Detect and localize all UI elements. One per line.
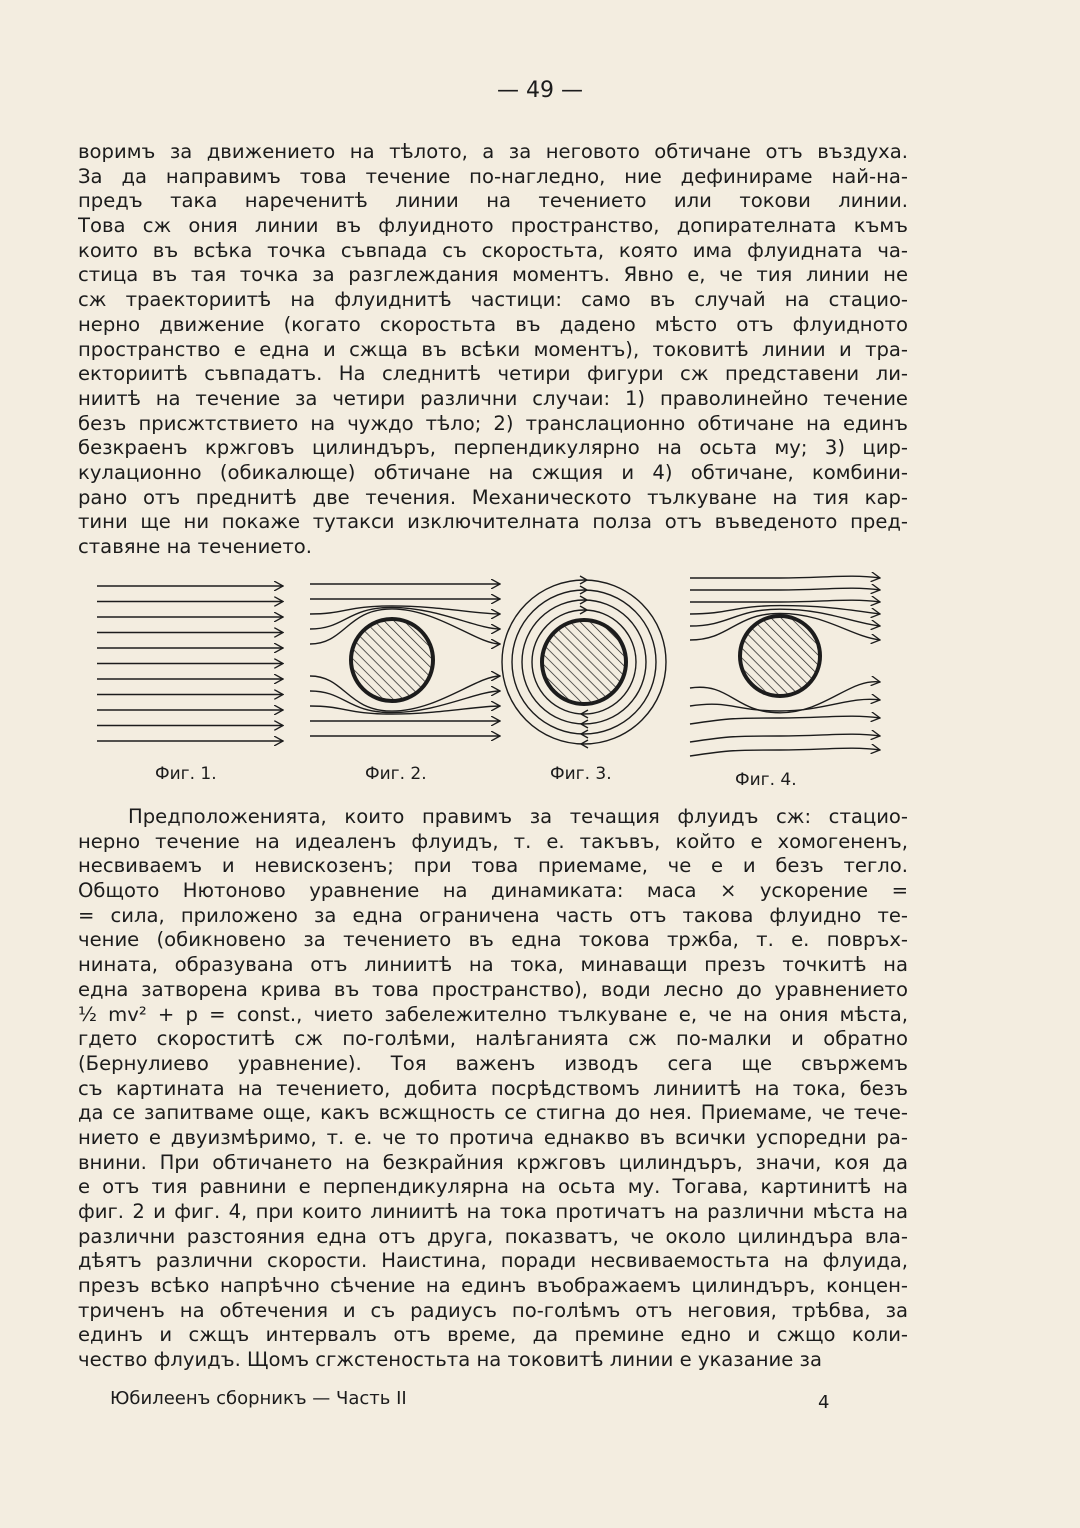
- streamline: [690, 748, 880, 756]
- text-line: които въ всѣка точка съвпада съ скоростьта, която има флуидната ча-: [78, 238, 908, 262]
- text-line: фиг. 2 и фиг. 4, при които линиитѣ на тока протичатъ на различни мѣста на: [78, 1200, 908, 1223]
- text-line: Общото Нютоново уравнение на динамиката: маса × ускорение =: [78, 879, 908, 903]
- text-line: триченъ на обтечения и съ радиусъ по-голѣмъ отъ неговия, трѣбва, за: [78, 1298, 908, 1322]
- text-line: = сила, приложено за една ограничена часть отъ такова флуидно те-: [78, 903, 908, 927]
- figure-4-diagram: [685, 572, 885, 762]
- text-line: (Бернулиево уравнение). Тоя важенъ изводъ сега ще свържемъ: [78, 1051, 908, 1075]
- text-line: безъ присжтствието на чуждо тѣло; 2) транслационно обтичане на единъ: [78, 411, 908, 435]
- text-line: една затворена крива въ това пространство), води лесно до уравнението: [78, 977, 908, 1001]
- figure-1-diagram: [95, 572, 290, 752]
- figure-1-caption: Фиг. 1.: [155, 764, 217, 784]
- footer-title: Юбилеенъ сборникъ — Часть II: [110, 1388, 407, 1409]
- streamline: [690, 699, 880, 711]
- text-line: безкраенъ кржговъ цилиндъръ, перпендикулярно на осьта му; 3) цир-: [78, 436, 908, 460]
- text-line: Това сж ония линии въ флуидното пространство, допирателната къмъ: [78, 214, 908, 238]
- text-line: пространство е една и сжща въ всѣки моментъ), токовитѣ линии и тра-: [78, 337, 908, 361]
- text-line: предъ така нареченитѣ линии на течението или токови линии.: [78, 189, 908, 213]
- figures-row: [90, 572, 890, 802]
- text-line: ниитѣ на течение за четири различни случаи: 1) праволинейно течение: [78, 386, 908, 410]
- text-line: е отъ тия равнини е перпендикулярна на осьта му. Тогава, картинитѣ на: [78, 1175, 908, 1199]
- text-line: тини ще ни покаже тутакси изключителната полза отъ въведеното пред-: [78, 510, 908, 534]
- cylinder-4: [740, 616, 820, 696]
- text-line: гдето скороститѣ сж по-голѣми, налѣганията сж по-малки и обратно: [78, 1027, 908, 1051]
- text-line: екториитѣ съвпадатъ. На следнитѣ четири фигури сж представени ли-: [78, 362, 908, 386]
- text-line: кулационно (обикалюще) обтичане на сжщия и 4) обтичане, комбини-: [78, 460, 908, 484]
- text-line: сж траекториитѣ на флуиднитѣ частици: само въ случай на стацио-: [78, 288, 908, 312]
- figure-4-caption: Фиг. 4.: [735, 770, 797, 790]
- text-line: нината, образувана отъ линиитѣ на тока, минаващи презъ точкитѣ на: [78, 953, 908, 977]
- text-line: съ картината на течението, добита посрѣдствомъ линиитѣ на тока, безъ: [78, 1076, 908, 1100]
- footer-signature: 4: [818, 1392, 830, 1413]
- text-line: нерно движение (когато скоростьта въ дадено мѣсто отъ флуидното: [78, 312, 908, 336]
- text-line: различни разстояния една отъ друга, показватъ, че около цилиндъра вла-: [78, 1224, 908, 1248]
- text-line: нерно течение на идеаленъ флуидъ, т. е. такъвъ, който е хомогененъ,: [78, 829, 908, 853]
- text-line: чение (обикновено за течението въ една токова тржба, т. е. повръх-: [78, 928, 908, 952]
- text-line: стица въ тая точка за разглеждания моментъ. Явно е, че тия линии не: [78, 263, 908, 287]
- figure-2-diagram: [305, 572, 505, 752]
- streamline: [690, 734, 880, 742]
- text-line: Предположенията, които правимъ за течащия флуидъ сж: стацио-: [128, 805, 908, 828]
- page-number: — 49 —: [497, 78, 583, 103]
- streamline: [690, 716, 880, 724]
- streamline: [690, 576, 880, 578]
- streamline: [690, 588, 880, 590]
- text-line: презъ всѣко напрѣчно сѣчение на единъ въображаемъ цилиндъръ, концен-: [78, 1274, 908, 1298]
- figure-3-caption: Фиг. 3.: [550, 764, 612, 784]
- streamline: [690, 600, 880, 602]
- text-line: чество флуидъ. Щомъ сгжстеностьта на токовитѣ линии е указание за: [78, 1348, 822, 1372]
- text-line: да се запитваме още, какъ всжщность се стигна до нея. Приемаме, че тече-: [78, 1101, 908, 1125]
- text-line: рано отъ преднитѣ две течения. Механическото тълкуване на тия кар-: [78, 485, 908, 509]
- paragraph-1: [78, 140, 908, 560]
- cylinder-3: [542, 620, 626, 704]
- text-line: несвиваемъ и невискозенъ; при това приемаме, че е и безъ тегло.: [78, 854, 908, 878]
- paragraph-2: [78, 805, 908, 1373]
- text-line: За да направимъ това течение по-нагледно, ние дефинираме най-на-: [78, 164, 908, 188]
- text-line: ставяне на течението.: [78, 535, 312, 558]
- text-line: воримъ за движението на тѣлото, а за неговото обтичане отъ въздуха.: [78, 140, 908, 163]
- text-line: единъ и сжщъ интервалъ отъ време, да премине едно и сжщо коли-: [78, 1323, 908, 1347]
- text-line: ½ mv² + p = const., чието забележително тълкуване е, че на ония мѣста,: [78, 1002, 908, 1026]
- text-line: внини. При обтичането на безкрайния кржговъ цилиндъръ, значи, коя да: [78, 1150, 908, 1174]
- figure-2-caption: Фиг. 2.: [365, 764, 427, 784]
- text-line: дѣятъ различни скорости. Наистина, поради несвиваемостьта на флуида,: [78, 1249, 908, 1273]
- cylinder-2: [351, 619, 433, 701]
- figure-3-diagram: [500, 572, 670, 752]
- text-line: нието е двуизмѣримо, т. е. че то протича еднакво въ всички успоредни ра-: [78, 1125, 908, 1149]
